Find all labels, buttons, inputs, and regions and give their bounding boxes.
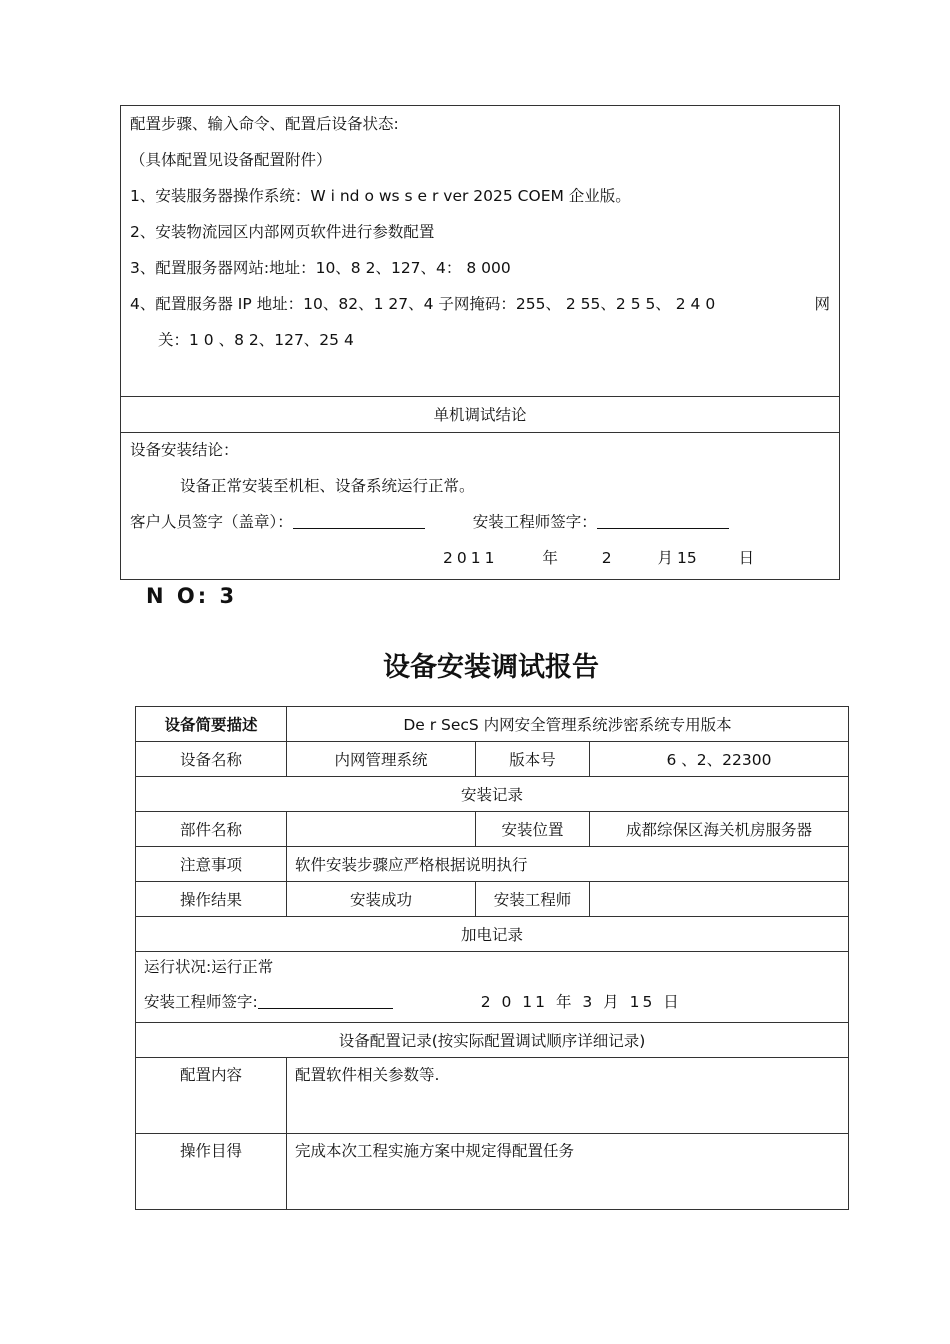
install-report-table <box>135 706 849 1210</box>
date-month: 2 <box>601 549 616 567</box>
config-content-value: 配置软件相关参数等. <box>287 1058 849 1134</box>
operation-purpose-label: 操作目得 <box>136 1134 287 1210</box>
version-value: 6 、2、22300 <box>590 742 849 777</box>
conclusion-header: 单机调试结论 <box>121 397 840 433</box>
result-label: 操作结果 <box>136 882 287 917</box>
result-value: 安装成功 <box>287 882 476 917</box>
engineer-value <box>590 882 849 917</box>
config-record-header: 设备配置记录(按实际配置调试顺序详细记录) <box>136 1023 849 1058</box>
config-step-2: 2、安装物流园区内部网页软件进行参数配置 <box>130 223 435 241</box>
date-year-unit: 年 <box>542 549 562 567</box>
part-name-label: 部件名称 <box>136 812 287 847</box>
config-step-4 <box>130 289 830 325</box>
install-record-header: 安装记录 <box>136 777 849 812</box>
engineer-sign-line <box>597 510 729 529</box>
config-steps-table <box>120 105 840 580</box>
operation-purpose-value: 完成本次工程实施方案中规定得配置任务 <box>287 1134 849 1210</box>
date-day: 15 <box>676 549 697 567</box>
config-steps-cell <box>121 106 840 397</box>
summary-value: De r SecS 内网安全管理系统涉密系统专用版本 <box>287 707 849 742</box>
page-title: 设备安装调试报告 <box>383 652 599 683</box>
power-record-cell <box>136 952 849 1023</box>
run-status: 运行状况:运行正常 <box>144 958 274 976</box>
device-name-value: 内网管理系统 <box>287 742 476 777</box>
config-content-label: 配置内容 <box>136 1058 287 1134</box>
install-location-value: 成都综保区海关机房服务器 <box>590 812 849 847</box>
date-year: 2011 <box>443 549 499 567</box>
power-engineer-sign-line <box>258 991 393 1009</box>
date-day-unit: 日 <box>738 549 759 567</box>
install-conclusion-label: 设备安装结论： <box>130 441 239 459</box>
power-engineer-sign-label: 安装工程师签字: <box>144 993 258 1011</box>
config-step-4-end: 网 <box>814 295 830 313</box>
version-label: 版本号 <box>476 742 590 777</box>
attachment-note: （具体配置见设备配置附件） <box>130 151 332 169</box>
power-record-header: 加电记录 <box>136 917 849 952</box>
notes-label: 注意事项 <box>136 847 287 882</box>
part-name-value <box>287 812 476 847</box>
engineer-sign-label: 安装工程师签字： <box>472 513 597 531</box>
install-conclusion-cell <box>121 433 840 580</box>
power-date: 2 0 11 年 3 月 15 日 <box>480 993 682 1011</box>
sign-date <box>130 543 830 579</box>
config-step-4-continued: 关：1 0 、8 2、127、25 4 <box>158 331 354 349</box>
report-number: N O: 3 <box>146 584 238 608</box>
summary-label: 设备简要描述 <box>136 707 287 742</box>
power-sign-row <box>144 987 840 1022</box>
date-month-unit: 月 <box>657 549 677 567</box>
config-step-3: 3、配置服务器网站:地址：10、8 2、127、4： 8 000 <box>130 259 511 277</box>
customer-sign-line <box>293 510 425 529</box>
notes-value: 软件安装步骤应严格根据说明执行 <box>287 847 849 882</box>
install-location-label: 安装位置 <box>476 812 590 847</box>
engineer-label: 安装工程师 <box>476 882 590 917</box>
config-step-4-text: 4、配置服务器 IP 地址：10、82、1 27、4 子网掩码：255、 2 55、2 5 5、 2 4 0 <box>130 295 716 313</box>
signature-row <box>130 507 830 543</box>
config-step-1: 1、安装服务器操作系统：W i nd o ws s e r ver 2025 COEM 企业版。 <box>130 187 631 205</box>
install-conclusion-text: 设备正常安装至机柜、设备系统运行正常。 <box>180 477 475 495</box>
config-header: 配置步骤、输入命令、配置后设备状态: <box>130 115 399 133</box>
device-name-label: 设备名称 <box>136 742 287 777</box>
customer-sign-label: 客户人员签字（盖章）： <box>130 513 293 531</box>
